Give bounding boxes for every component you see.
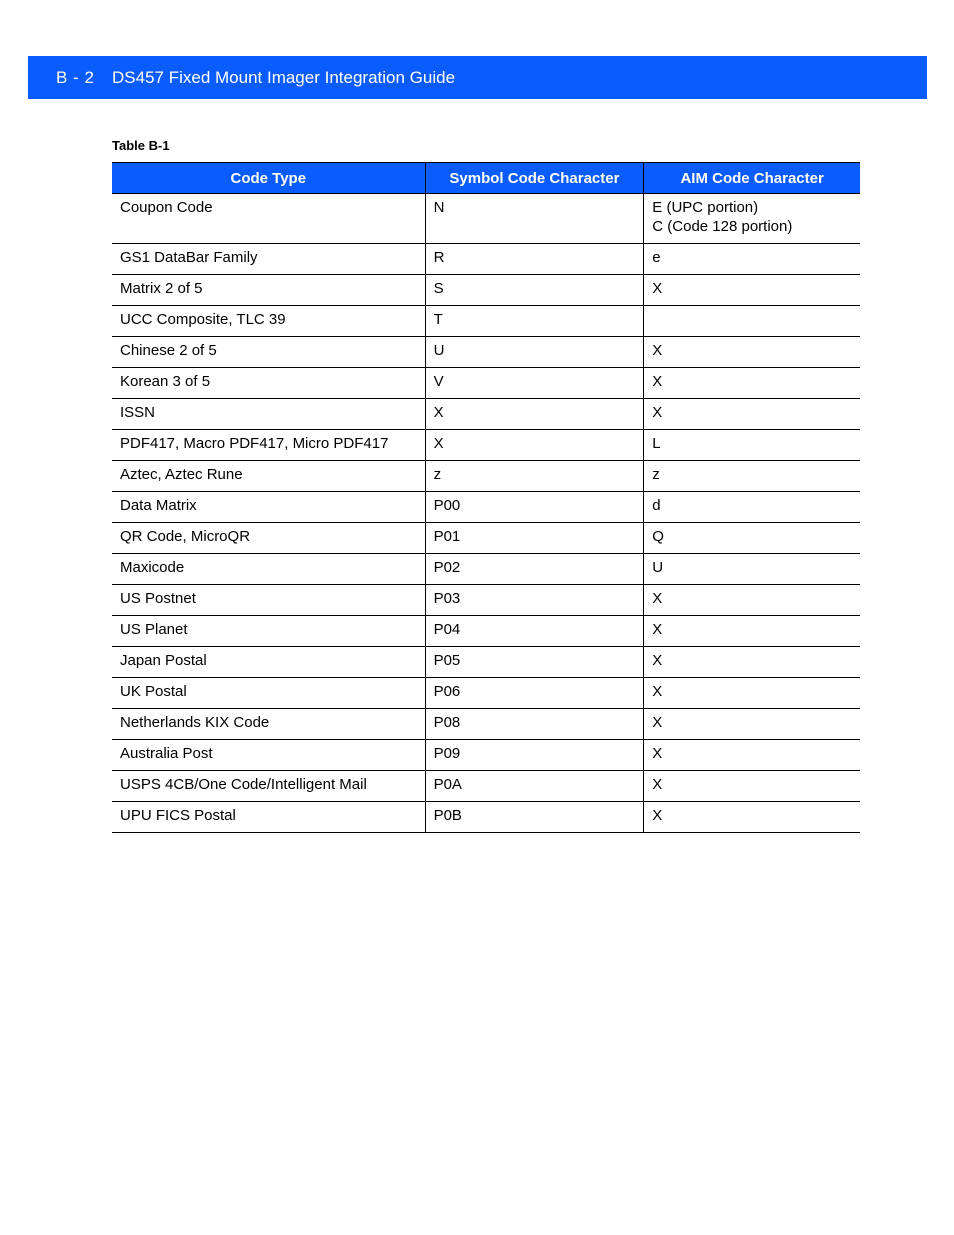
page-header — [28, 56, 927, 99]
cell-code-type: Australia Post — [112, 740, 425, 771]
column-header-aim-code: AIM Code Character — [644, 163, 860, 194]
cell-aim-code: X — [644, 616, 860, 647]
table-row — [112, 244, 860, 275]
table-row — [112, 709, 860, 740]
table-row — [112, 337, 860, 368]
cell-symbol-code: P02 — [425, 554, 644, 585]
cell-aim-code: X — [644, 275, 860, 306]
cell-symbol-code: S — [425, 275, 644, 306]
cell-aim-code: X — [644, 647, 860, 678]
cell-aim-code: X — [644, 368, 860, 399]
cell-symbol-code: P0A — [425, 771, 644, 802]
cell-code-type: UCC Composite, TLC 39 — [112, 306, 425, 337]
cell-symbol-code: N — [425, 194, 644, 244]
cell-symbol-code: P09 — [425, 740, 644, 771]
cell-symbol-code: P06 — [425, 678, 644, 709]
cell-aim-code: z — [644, 461, 860, 492]
cell-code-type: UPU FICS Postal — [112, 802, 425, 833]
cell-symbol-code: U — [425, 337, 644, 368]
table-row — [112, 554, 860, 585]
table-row — [112, 771, 860, 802]
table-row — [112, 802, 860, 833]
cell-aim-code: X — [644, 709, 860, 740]
document-title: DS457 Fixed Mount Imager Integration Guide — [112, 67, 456, 87]
aim-code-line: E (UPC portion) — [652, 199, 759, 216]
cell-aim-code: X — [644, 771, 860, 802]
cell-code-type: Coupon Code — [112, 194, 425, 244]
cell-code-type: QR Code, MicroQR — [112, 523, 425, 554]
cell-symbol-code: P01 — [425, 523, 644, 554]
cell-aim-code: L — [644, 430, 860, 461]
cell-code-type: Netherlands KIX Code — [112, 709, 425, 740]
table-row — [112, 399, 860, 430]
cell-code-type: ISSN — [112, 399, 425, 430]
table-caption: Table B-1 — [112, 138, 170, 153]
cell-symbol-code: T — [425, 306, 644, 337]
table-row — [112, 523, 860, 554]
cell-code-type: Maxicode — [112, 554, 425, 585]
cell-aim-code: Q — [644, 523, 860, 554]
table-row — [112, 647, 860, 678]
cell-aim-code: X — [644, 399, 860, 430]
cell-symbol-code: R — [425, 244, 644, 275]
table-row — [112, 461, 860, 492]
cell-aim-code: X — [644, 678, 860, 709]
table-row — [112, 430, 860, 461]
table-row — [112, 492, 860, 523]
cell-aim-code: e — [644, 244, 860, 275]
table-row — [112, 740, 860, 771]
cell-symbol-code: P0B — [425, 802, 644, 833]
cell-aim-code: d — [644, 492, 860, 523]
cell-symbol-code: z — [425, 461, 644, 492]
cell-code-type: Japan Postal — [112, 647, 425, 678]
cell-code-type: Korean 3 of 5 — [112, 368, 425, 399]
cell-aim-code: X — [644, 740, 860, 771]
table-header-row — [112, 163, 860, 194]
cell-aim-code: X — [644, 337, 860, 368]
cell-aim-code: X — [644, 585, 860, 616]
cell-symbol-code: X — [425, 399, 644, 430]
aim-code-line: C (Code 128 portion) — [652, 218, 793, 235]
cell-code-type: Data Matrix — [112, 492, 425, 523]
cell-code-type: Chinese 2 of 5 — [112, 337, 425, 368]
cell-aim-code: U — [644, 554, 860, 585]
table-row — [112, 275, 860, 306]
cell-symbol-code: V — [425, 368, 644, 399]
table-row — [112, 678, 860, 709]
table-row — [112, 194, 860, 244]
table-row — [112, 616, 860, 647]
cell-code-type: UK Postal — [112, 678, 425, 709]
cell-symbol-code: P00 — [425, 492, 644, 523]
table-row — [112, 368, 860, 399]
column-header-symbol-code: Symbol Code Character — [425, 163, 644, 194]
cell-symbol-code: P03 — [425, 585, 644, 616]
page-number: B - 2 — [56, 67, 95, 87]
cell-symbol-code: X — [425, 430, 644, 461]
cell-symbol-code: P08 — [425, 709, 644, 740]
code-character-table — [112, 162, 860, 833]
cell-code-type: GS1 DataBar Family — [112, 244, 425, 275]
cell-code-type: US Postnet — [112, 585, 425, 616]
cell-aim-code — [644, 306, 860, 337]
cell-code-type: Matrix 2 of 5 — [112, 275, 425, 306]
table-row — [112, 306, 860, 337]
cell-aim-code: X — [644, 802, 860, 833]
cell-symbol-code: P04 — [425, 616, 644, 647]
column-header-code-type: Code Type — [112, 163, 425, 194]
cell-code-type: PDF417, Macro PDF417, Micro PDF417 — [112, 430, 425, 461]
cell-code-type: USPS 4CB/One Code/Intelligent Mail — [112, 771, 425, 802]
cell-aim-code — [644, 194, 860, 244]
cell-code-type: US Planet — [112, 616, 425, 647]
cell-symbol-code: P05 — [425, 647, 644, 678]
table-row — [112, 585, 860, 616]
cell-code-type: Aztec, Aztec Rune — [112, 461, 425, 492]
